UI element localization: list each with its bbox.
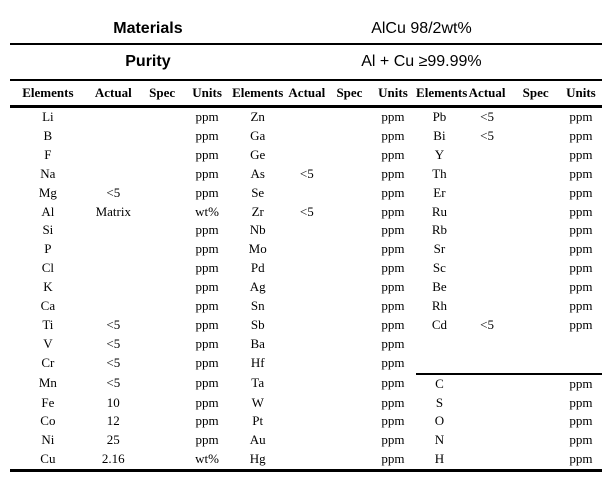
cell-actual	[463, 412, 512, 431]
cell-element: F	[44, 146, 52, 162]
cell-spec	[329, 450, 370, 470]
cell-spec	[511, 316, 560, 335]
cell-spec	[329, 374, 370, 394]
cell-actual: <5	[106, 316, 121, 332]
cell-actual	[285, 374, 329, 394]
cell-actual: <5	[480, 316, 494, 332]
cell-spec	[329, 107, 370, 127]
cell-spec	[141, 394, 184, 413]
cell-units: ppm	[381, 298, 405, 314]
cell-element: Ta	[251, 375, 265, 391]
cell-units: ppm	[195, 298, 219, 314]
cell-actual	[86, 165, 141, 184]
cell-element: Cu	[40, 451, 56, 467]
cell-spec	[141, 412, 184, 431]
cell-actual	[463, 221, 512, 240]
cell-element: C	[416, 374, 463, 394]
cell-spec	[329, 354, 370, 374]
cell-units: wt%	[195, 203, 220, 219]
cell-actual	[463, 335, 512, 354]
cell-actual	[285, 184, 329, 203]
cell-spec	[511, 165, 560, 184]
cell-element: Zn	[250, 109, 265, 124]
cell-spec	[329, 203, 370, 222]
cell-spec	[141, 278, 184, 297]
cell-actual: <5	[299, 203, 314, 219]
cell-element	[416, 335, 463, 354]
cell-units: ppm	[569, 432, 593, 448]
materials-row	[10, 0, 602, 45]
cell-spec	[141, 335, 184, 354]
cell-spec	[511, 297, 560, 316]
cell-actual	[86, 221, 141, 240]
cell-units: ppm	[381, 375, 405, 391]
cell-element: H	[434, 451, 445, 467]
table-row	[10, 165, 602, 184]
column-header-actual: Actual	[285, 81, 329, 107]
column-header-spec: Spec	[141, 81, 184, 107]
cell-spec	[141, 221, 184, 240]
cell-actual	[285, 354, 329, 374]
cell-element: Er	[433, 184, 446, 200]
cell-actual: <5	[106, 335, 121, 351]
table-row	[10, 354, 602, 374]
cell-units: ppm	[195, 146, 219, 162]
cell-units: ppm	[569, 109, 593, 124]
cell-spec	[511, 107, 560, 127]
cell-actual: <5	[106, 184, 121, 200]
cell-units: ppm	[381, 355, 405, 371]
cell-actual	[285, 316, 329, 335]
cell-spec	[511, 431, 560, 450]
cell-actual: <5	[106, 375, 121, 391]
cell-units: ppm	[195, 184, 219, 200]
cell-element: Zr	[251, 203, 264, 219]
cell-actual	[463, 165, 512, 184]
cell-units: ppm	[381, 203, 405, 219]
cell-units: ppm	[569, 203, 593, 219]
cell-actual: 2.16	[101, 451, 125, 467]
cell-actual	[285, 259, 329, 278]
cell-actual: <5	[480, 127, 494, 143]
cell-element: Ru	[431, 203, 448, 219]
cell-spec	[511, 127, 560, 146]
cell-spec	[329, 165, 370, 184]
cell-actual: <5	[299, 165, 314, 181]
cell-element: Nb	[249, 222, 266, 238]
cell-element: Y	[434, 146, 445, 162]
cell-element: Sr	[433, 241, 446, 257]
cell-element: Hg	[249, 451, 266, 467]
cell-units: ppm	[381, 127, 405, 143]
cell-units: ppm	[195, 260, 219, 276]
purity-row	[10, 45, 602, 81]
cell-actual	[463, 450, 512, 470]
cell-actual	[285, 107, 329, 127]
cell-units: ppm	[569, 146, 593, 162]
cell-units: ppm	[381, 222, 405, 238]
cell-spec	[511, 146, 560, 165]
cell-units: ppm	[381, 146, 405, 162]
cell-element: Sb	[250, 316, 265, 332]
cell-units: ppm	[560, 374, 602, 394]
table-row	[10, 184, 602, 203]
cell-actual	[285, 394, 329, 413]
cell-spec	[141, 184, 184, 203]
table-row	[10, 146, 602, 165]
cell-actual: 10	[106, 394, 120, 410]
cell-units: ppm	[381, 413, 405, 429]
cell-element: Bi	[433, 127, 446, 143]
cell-spec	[329, 146, 370, 165]
cell-spec	[329, 221, 370, 240]
cell-actual	[285, 278, 329, 297]
cell-actual	[463, 259, 512, 278]
table-row	[10, 412, 602, 431]
cell-element: K	[43, 279, 53, 295]
cell-spec	[141, 146, 184, 165]
cell-units: ppm	[195, 316, 219, 332]
cell-units: ppm	[569, 184, 593, 200]
cell-spec	[141, 107, 184, 127]
cell-spec	[141, 450, 184, 470]
column-header-units: Units	[370, 81, 416, 107]
cell-element: Cl	[41, 260, 55, 276]
cell-element: Ba	[250, 335, 265, 351]
cell-element: Rb	[431, 222, 448, 238]
cell-actual	[463, 394, 512, 413]
cell-units: ppm	[569, 279, 593, 295]
column-header-actual: Actual	[86, 81, 141, 107]
cell-element: Mn	[38, 375, 57, 391]
cell-units: ppm	[569, 298, 593, 314]
purity-label: Purity	[125, 53, 171, 70]
cell-units: ppm	[195, 375, 219, 391]
table-row	[10, 297, 602, 316]
table-row	[10, 259, 602, 278]
cell-actual: 25	[106, 432, 120, 448]
cell-units: ppm	[381, 394, 405, 410]
table-row	[10, 374, 602, 394]
table-row	[10, 450, 602, 470]
cell-actual: <5	[480, 109, 494, 124]
table-row	[10, 107, 602, 127]
materials-label: Materials	[113, 20, 183, 37]
cell-units: ppm	[195, 394, 219, 410]
cell-actual	[463, 278, 512, 297]
cell-units: ppm	[195, 432, 219, 448]
cell-units: ppm	[381, 241, 405, 257]
cell-spec	[141, 374, 184, 394]
cell-element: As	[250, 165, 265, 181]
cell-units: ppm	[195, 241, 219, 257]
cell-actual	[463, 431, 512, 450]
cell-actual	[463, 203, 512, 222]
table-row	[10, 316, 602, 335]
cell-actual	[463, 240, 512, 259]
cell-spec	[329, 297, 370, 316]
cell-actual	[86, 127, 141, 146]
table-row	[10, 431, 602, 450]
cell-actual	[463, 184, 512, 203]
cell-actual	[463, 297, 512, 316]
cell-actual	[285, 240, 329, 259]
cell-spec	[329, 335, 370, 354]
cell-units: ppm	[195, 279, 219, 295]
cell-units: ppm	[569, 241, 593, 257]
cell-spec	[141, 354, 184, 374]
cell-element: N	[434, 432, 445, 448]
cell-spec	[141, 259, 184, 278]
cell-spec	[329, 127, 370, 146]
cell-spec	[511, 412, 560, 431]
cell-units: ppm	[381, 279, 405, 295]
cell-element: Ge	[250, 146, 266, 162]
cell-spec	[511, 335, 560, 354]
cell-element: Si	[42, 222, 54, 238]
table-row	[10, 203, 602, 222]
cell-spec	[511, 374, 560, 394]
table-row	[10, 127, 602, 146]
cell-units: ppm	[381, 109, 405, 124]
cell-actual: Matrix	[95, 203, 131, 219]
cell-spec	[329, 412, 370, 431]
cell-spec	[511, 354, 560, 374]
element-table-body	[10, 107, 602, 471]
cell-element: Be	[432, 279, 447, 295]
cell-element: O	[434, 413, 445, 429]
cell-units: ppm	[381, 260, 405, 276]
cell-units: ppm	[569, 165, 593, 181]
cell-spec	[329, 240, 370, 259]
cell-element: Mo	[248, 241, 267, 257]
cell-actual	[463, 146, 512, 165]
cell-spec	[511, 203, 560, 222]
cell-element: V	[43, 335, 53, 351]
cell-element: Cd	[431, 316, 448, 332]
cell-element: Fe	[41, 394, 55, 410]
cell-spec	[329, 316, 370, 335]
cell-element: Ni	[41, 432, 55, 448]
cell-units	[560, 354, 602, 374]
cell-units: ppm	[381, 335, 405, 351]
cell-actual	[285, 335, 329, 354]
cell-actual	[463, 354, 512, 374]
cell-element: S	[435, 394, 444, 410]
cell-element: Rh	[431, 298, 448, 314]
cell-spec	[511, 221, 560, 240]
cell-units: ppm	[569, 316, 593, 332]
table-row	[10, 394, 602, 413]
cell-element: Ca	[40, 298, 56, 314]
cell-units: ppm	[195, 222, 219, 238]
cell-element: Th	[432, 165, 447, 181]
purity-analysis-table	[10, 0, 602, 472]
cell-units: ppm	[569, 413, 593, 429]
cell-element: Co	[40, 413, 56, 429]
cell-element: Cr	[41, 355, 55, 371]
cell-element: Pt	[252, 413, 264, 429]
cell-units: ppm	[569, 127, 593, 143]
cell-actual	[86, 107, 141, 127]
cell-actual: <5	[106, 355, 121, 371]
cell-units: wt%	[195, 451, 220, 467]
cell-spec	[511, 184, 560, 203]
column-header-actual: Actual	[463, 81, 512, 107]
cell-actual	[86, 278, 141, 297]
cell-actual	[86, 297, 141, 316]
cell-element: Hf	[250, 355, 265, 371]
cell-element: Ag	[249, 279, 266, 295]
cell-units: ppm	[195, 165, 219, 181]
cell-element: Ga	[250, 127, 266, 143]
cell-actual	[285, 412, 329, 431]
column-header-elements: Elements	[231, 81, 285, 107]
column-header-spec: Spec	[329, 81, 370, 107]
cell-element: P	[44, 241, 52, 257]
cell-spec	[141, 297, 184, 316]
cell-units: ppm	[569, 394, 593, 410]
elements-table	[10, 81, 602, 472]
cell-units	[560, 335, 602, 354]
column-header-units: Units	[183, 81, 230, 107]
cell-units: ppm	[381, 316, 405, 332]
cell-actual	[285, 450, 329, 470]
cell-actual	[285, 127, 329, 146]
cell-spec	[141, 431, 184, 450]
cell-actual	[86, 146, 141, 165]
cell-units: ppm	[381, 165, 405, 181]
cell-units: ppm	[569, 222, 593, 238]
cell-units: ppm	[381, 432, 405, 448]
cell-spec	[329, 394, 370, 413]
cell-spec	[511, 259, 560, 278]
cell-element: Sn	[250, 298, 265, 314]
cell-units: ppm	[569, 451, 593, 467]
column-header-spec: Spec	[511, 81, 560, 107]
cell-element: Na	[40, 165, 56, 181]
cell-spec	[329, 278, 370, 297]
cell-element	[416, 354, 463, 374]
cell-units: ppm	[195, 127, 219, 143]
cell-spec	[141, 316, 184, 335]
cell-element: Au	[249, 432, 266, 448]
column-header-elements: Elements	[416, 81, 463, 107]
cell-actual	[285, 146, 329, 165]
column-header-elements: Elements	[10, 81, 86, 107]
cell-element: W	[251, 394, 264, 410]
table-row	[10, 278, 602, 297]
cell-spec	[329, 431, 370, 450]
cell-actual: 12	[106, 413, 120, 429]
cell-spec	[511, 278, 560, 297]
table-row	[10, 335, 602, 354]
table-row	[10, 221, 602, 240]
cell-units: ppm	[569, 260, 593, 276]
cell-element: Se	[251, 184, 265, 200]
cell-spec	[141, 165, 184, 184]
cell-units: ppm	[195, 413, 219, 429]
cell-spec	[511, 394, 560, 413]
cell-actual	[285, 221, 329, 240]
cell-spec	[329, 259, 370, 278]
cell-units: ppm	[381, 451, 405, 467]
purity-value: Al + Cu ≥99.99%	[361, 53, 482, 70]
cell-element: B	[43, 127, 53, 143]
cell-element: Li	[42, 109, 54, 124]
cell-units: ppm	[195, 335, 219, 351]
cell-spec	[141, 127, 184, 146]
column-header-row	[10, 81, 602, 107]
cell-units: ppm	[195, 109, 219, 124]
cell-spec	[511, 240, 560, 259]
cell-spec	[141, 203, 184, 222]
cell-actual	[285, 297, 329, 316]
cell-spec	[141, 240, 184, 259]
cell-element: Pb	[432, 109, 447, 124]
cell-actual	[463, 374, 512, 394]
column-header-units: Units	[560, 81, 602, 107]
cell-element: Ti	[42, 316, 54, 332]
cell-element: Pd	[250, 260, 265, 276]
cell-spec	[511, 450, 560, 470]
cell-actual	[86, 240, 141, 259]
cell-element: Sc	[432, 260, 446, 276]
materials-value: AlCu 98/2wt%	[371, 20, 472, 37]
cell-units: ppm	[381, 184, 405, 200]
table-row	[10, 240, 602, 259]
cell-spec	[329, 184, 370, 203]
cell-actual	[285, 431, 329, 450]
cell-units: ppm	[195, 355, 219, 371]
cell-actual	[86, 259, 141, 278]
cell-element: Mg	[38, 184, 57, 200]
cell-element: Al	[41, 203, 55, 219]
